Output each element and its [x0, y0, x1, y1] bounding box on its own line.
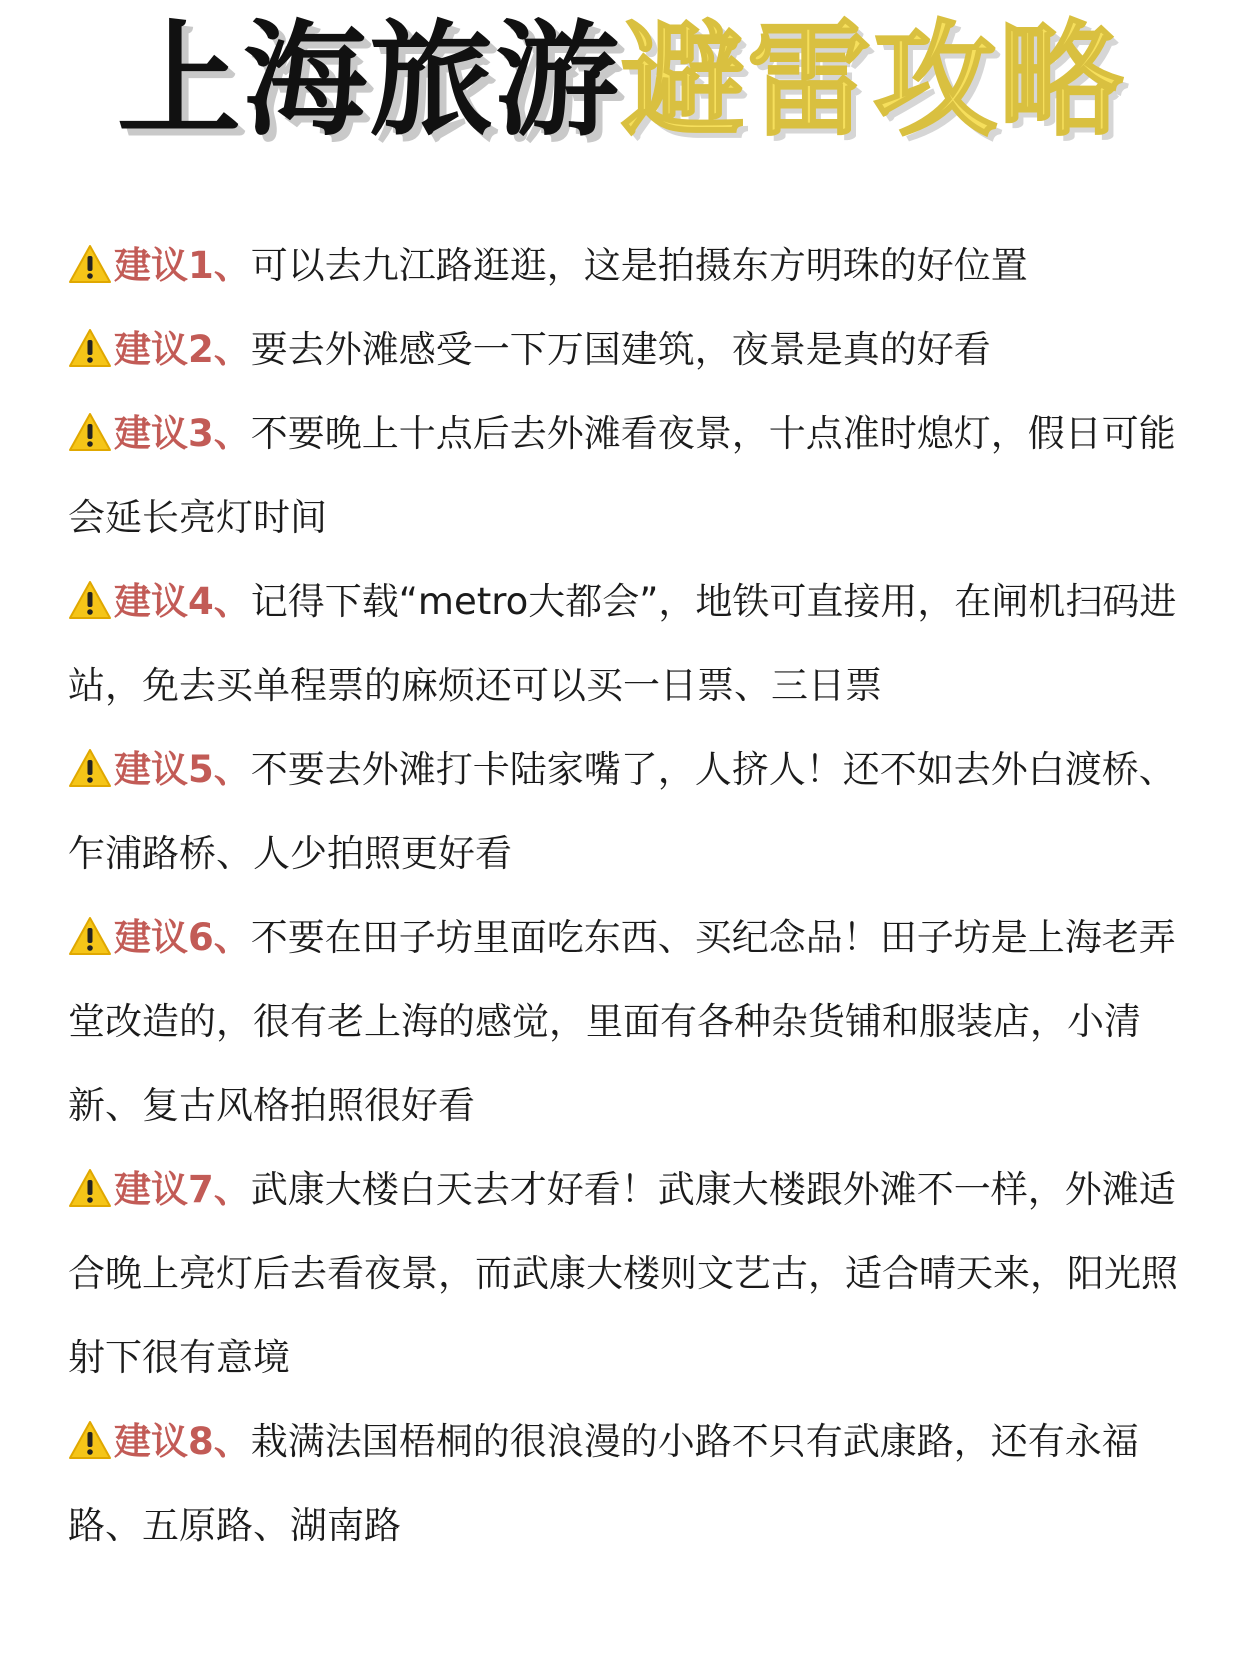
tip-item: [68, 392, 1188, 560]
title-part-highlight: 避雷攻略: [621, 9, 1126, 153]
tip-text: 不要晚上十点后去外滩看夜景，十点准时熄灯，假日可能会延长亮灯时间: [68, 412, 1176, 539]
warning-icon: [68, 1420, 112, 1460]
page-title: [0, 6, 1242, 156]
tip-item: [68, 896, 1188, 1148]
warning-icon: [68, 244, 112, 284]
tip-label: 建议2、: [114, 328, 251, 371]
tip-text: 不要去外滩打卡陆家嘴了，人挤人！还不如去外白渡桥、乍浦路桥、人少拍照更好看: [68, 748, 1176, 875]
tip-item: [68, 728, 1188, 896]
tip-text: 武康大楼白天去才好看！武康大楼跟外滩不一样，外滩适合晚上亮灯后去看夜景，而武康大楼则文艺古，适合晴天来，阳光照射下很有意境: [68, 1168, 1178, 1379]
tip-text: 记得下载“metro大都会”，地铁可直接用，在闸机扫码进站，免去买单程票的麻烦还可以买一日票、三日票: [68, 580, 1177, 707]
tip-label: 建议4、: [114, 580, 251, 623]
tip-item: [68, 560, 1188, 728]
tip-label: 建议1、: [114, 244, 251, 287]
tip-item: [68, 1400, 1188, 1568]
warning-icon: [68, 412, 112, 452]
tip-label: 建议7、: [114, 1168, 251, 1211]
warning-icon: [68, 916, 112, 956]
tip-text: 可以去九江路逛逛，这是拍摄东方明珠的好位置: [250, 244, 1028, 287]
tip-label: 建议3、: [114, 412, 251, 455]
tip-label: 建议5、: [114, 748, 251, 791]
warning-icon: [68, 328, 112, 368]
tip-text: 不要在田子坊里面吃东西、买纪念品！田子坊是上海老弄堂改造的，很有老上海的感觉，里面有各种杂货铺和服装店，小清新、复古风格拍照很好看: [68, 916, 1176, 1127]
tip-item: [68, 1148, 1188, 1400]
tip-label: 建议8、: [114, 1420, 251, 1463]
tip-label: 建议6、: [114, 916, 251, 959]
title-part-main: 上海旅游: [116, 9, 621, 153]
warning-icon: [68, 748, 112, 788]
tip-item: [68, 308, 1188, 392]
tip-item: [68, 224, 1188, 308]
tip-text: 要去外滩感受一下万国建筑，夜景是真的好看: [250, 328, 991, 371]
warning-icon: [68, 1168, 112, 1208]
tip-text: 栽满法国梧桐的很浪漫的小路不只有武康路，还有永福路、五原路、湖南路: [68, 1420, 1139, 1547]
tips-list: [68, 224, 1188, 1568]
warning-icon: [68, 580, 112, 620]
